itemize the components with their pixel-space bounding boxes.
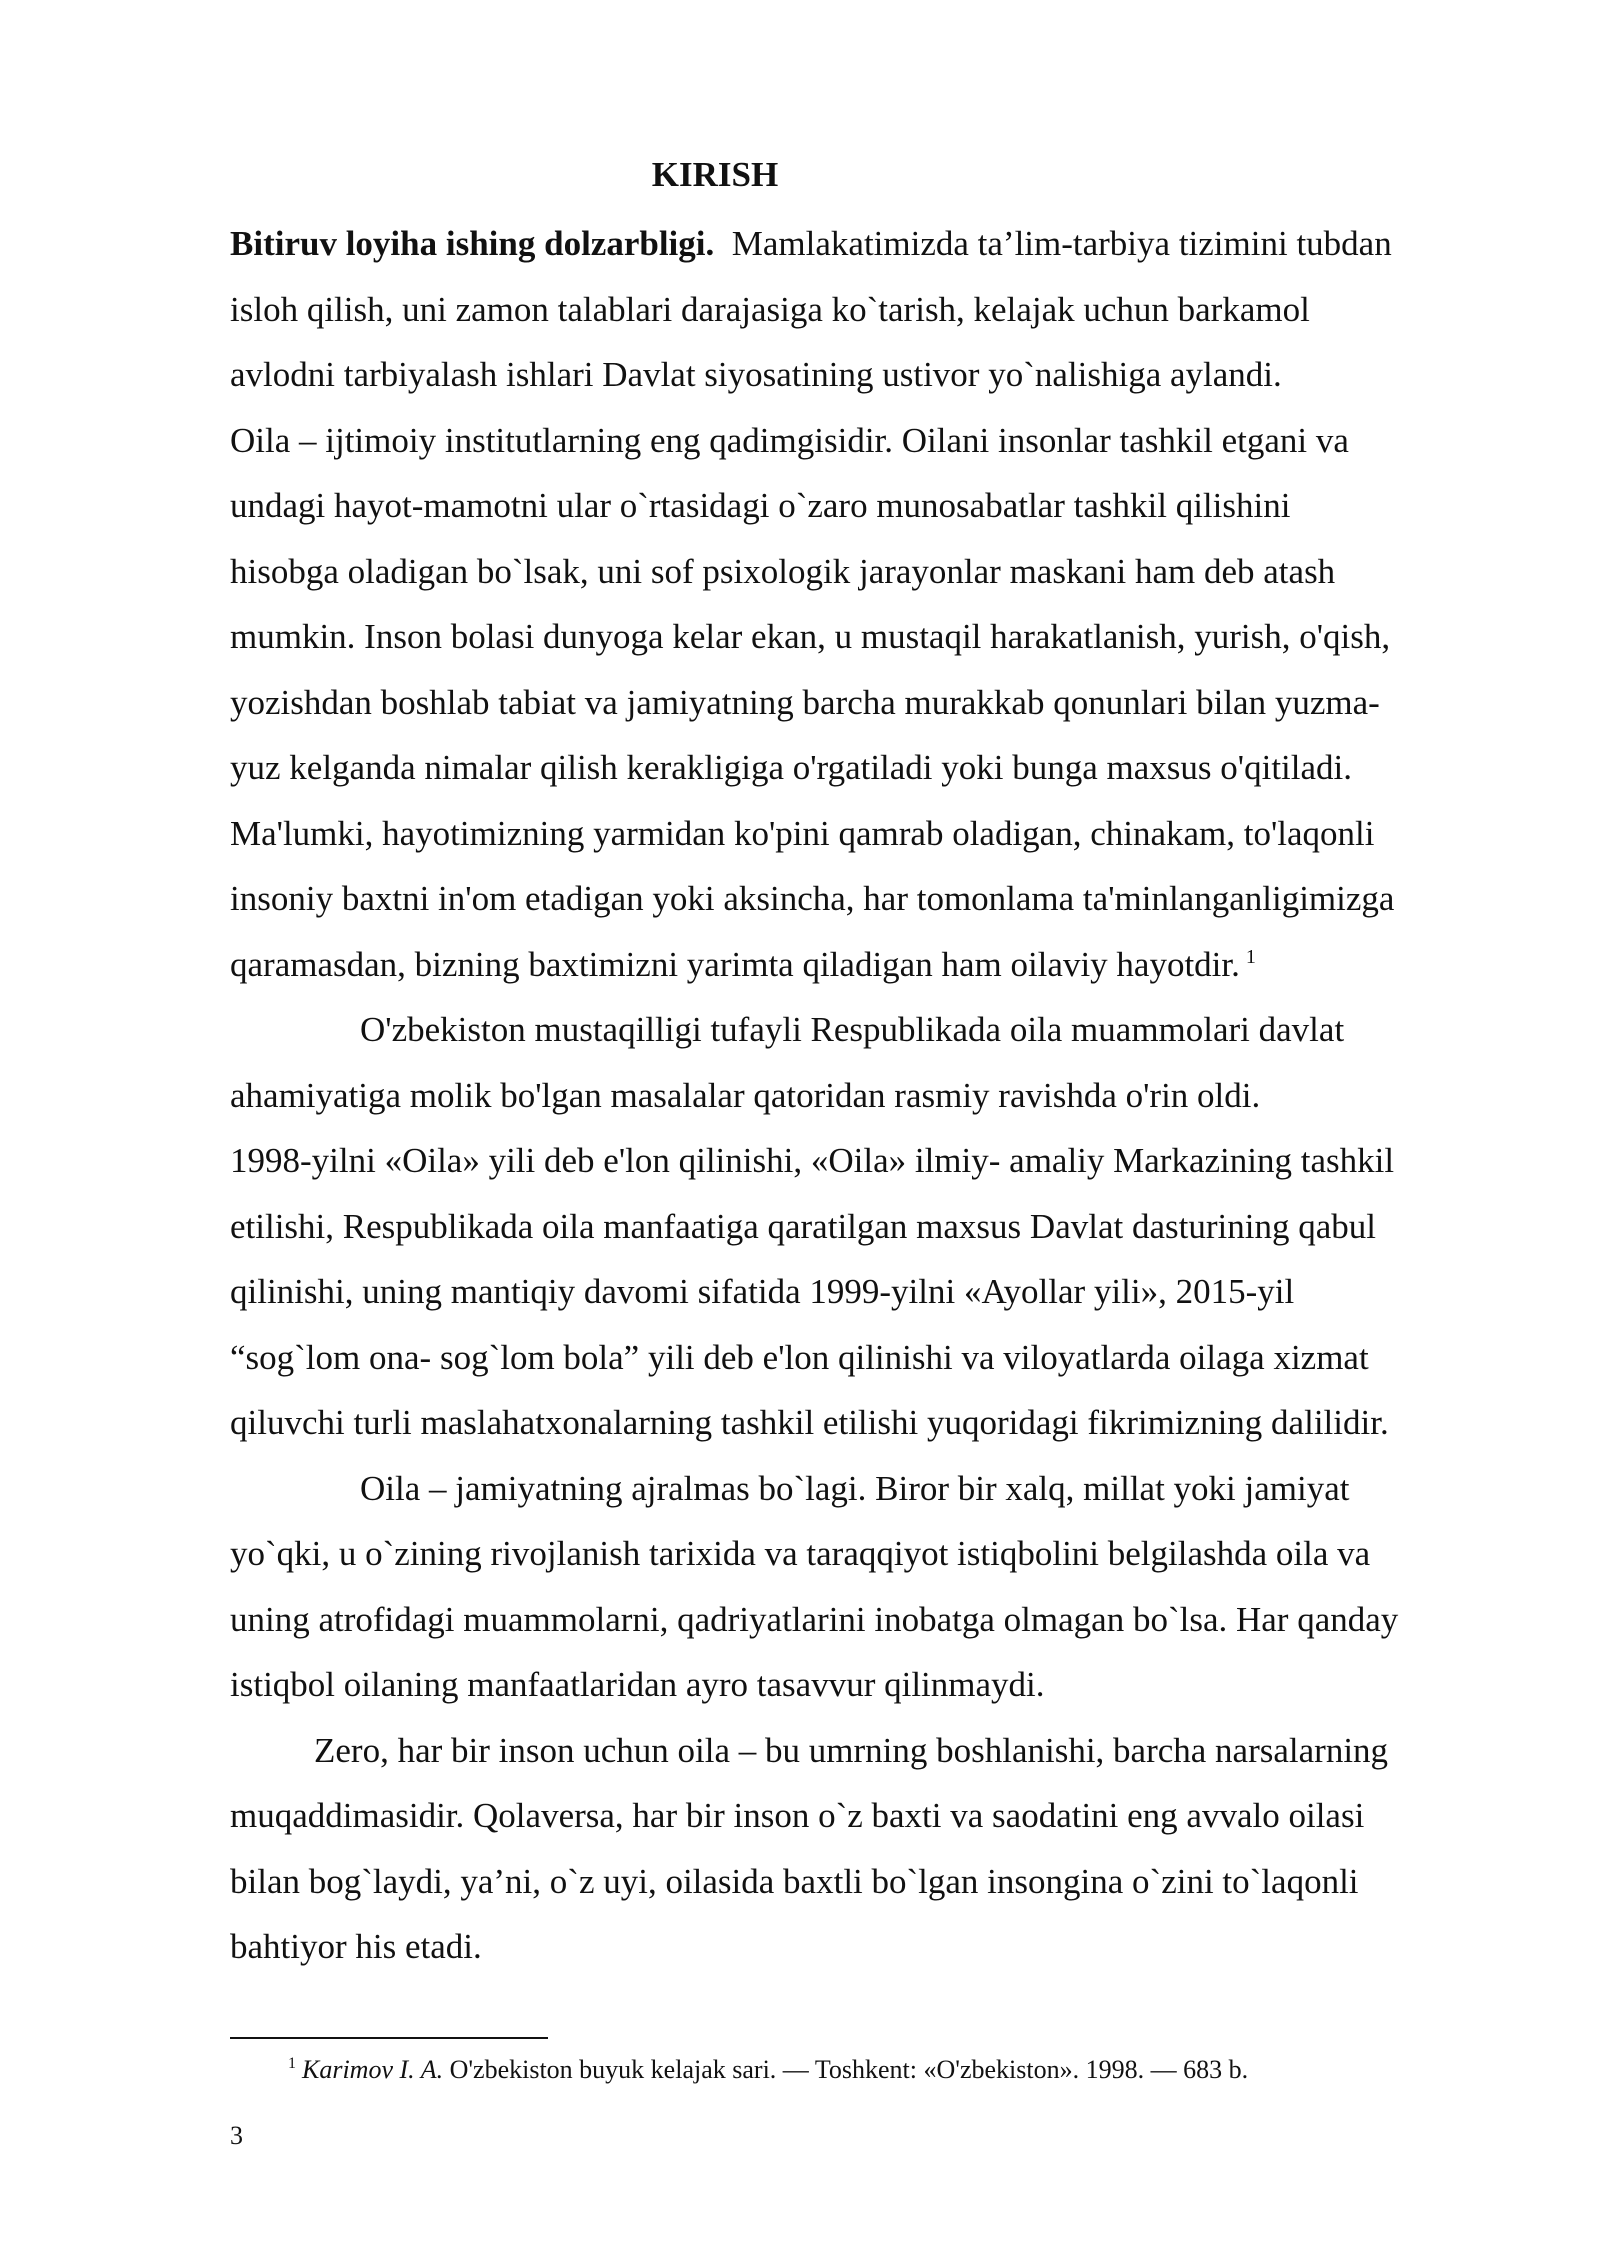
footnote-number: 1 (288, 2055, 296, 2073)
text-line: etilishi, Respublikada oila manfaatiga qaratilgan maxsus Davlat dasturining qabul (230, 1206, 1376, 1246)
text-line: 1998-yilni «Oila» yili deb e'lon qilinishi, «Oila» ilmiy- amaliy Markazining tashkil (230, 1141, 1395, 1180)
footnote-reference[interactable]: 1 (1245, 945, 1256, 968)
text-line: qiluvchi turli maslahatxonalarning tashkil etilishi yuqoridagi fikrimizning dalilidir. (230, 1403, 1389, 1442)
text-line: yuz kelganda nimalar qilish kerakligiga o'rgatiladi yoki bunga maxsus o'qitiladi. (230, 748, 1352, 787)
text-line: qilinishi, uning mantiqiy davomi sifatida 1999-yilni «Ayollar yili», 2015-yil (230, 1272, 1295, 1311)
text-line: avlodni tarbiyalash ishlari Davlat siyosatining ustivor yo`nalishiga aylandi. (230, 355, 1282, 394)
text-line: mumkin. Inson bolasi dunyoga kelar ekan, u mustaqil harakatlanish, yurish, o'qish, (230, 617, 1391, 656)
page-heading: KIRISH (651, 155, 779, 194)
footnote-author: Karimov I. A. (302, 2055, 444, 2084)
text-line: muqaddimasidir. Qolaversa, har bir inson o`z baxti va saodatini eng avvalo oilasi (230, 1796, 1365, 1835)
footnote-text: O'zbekiston buyuk kelajak sari. — Toshkent: «O'zbekiston». 1998. — 683 b. (449, 2055, 1249, 2084)
text-line: yo`qki, u o`zining rivojlanish tarixida va taraqqiyot istiqbolini belgilashda oila va (230, 1534, 1371, 1573)
text-line: “sog`lom ona- sog`lom bola” yili deb e'lon qilinishi va viloyatlarda oilaga xizmat (230, 1337, 1369, 1377)
text-line: Ma'lumki, hayotimizning yarmidan ko'pini qamrab oladigan, chinakam, to'laqonli (230, 813, 1375, 853)
body-text (230, 211, 1515, 1980)
text-line: Oila – jamiyatning ajralmas bo`lagi. Biror bir xalq, millat yoki jamiyat (360, 1468, 1350, 1508)
text-line: insoniy baxtni in'om etadigan yoki aksincha, har tomonlama ta'minlanganligimizga (230, 879, 1395, 918)
text-line: bilan bog`laydi, ya’ni, o`z uyi, oilasida baxtli bo`lgan insongina o`zini to`laqonli (230, 1861, 1359, 1901)
text-line: Bitiruv loyiha ishing dolzarbligi. Mamlakatimizda ta’lim-tarbiya tizimini tubdan (230, 224, 1392, 263)
text-line: undagi hayot-mamotni ular o`rtasidagi o`zaro munosabatlar tashkil qilishini (230, 486, 1291, 525)
text-line: istiqbol oilaning manfaatlaridan ayro tasavvur qilinmaydi. (230, 1665, 1045, 1704)
footnote-divider (230, 2037, 548, 2039)
text-line: hisobga oladigan bo`lsak, uni sof psixologik jarayonlar maskani ham deb atash (230, 551, 1336, 591)
section-lead-title: Bitiruv loyiha ishing dolzarbligi. (230, 224, 715, 263)
text-line: ahamiyatiga molik bo'lgan masalalar qatoridan rasmiy ravishda o'rin oldi. (230, 1075, 1261, 1115)
footnote (288, 2052, 1248, 2088)
text-line: bahtiyor his etadi. (230, 1927, 482, 1966)
text-line: uning atrofidagi muammolarni, qadriyatlarini inobatga olmagan bo`lsa. Har qanday (230, 1599, 1399, 1639)
text-line: qaramasdan, bizning baxtimizni yarimta qiladigan ham oilaviy hayotdir. $^1$ (230, 944, 1256, 984)
text-line: yozishdan boshlab tabiat va jamiyatning barcha murakkab qonunlari bilan yuzma- (230, 682, 1380, 722)
text-line: isloh qilish, uni zamon talablari darajasiga ko`tarish, kelajak uchun barkamol (230, 289, 1310, 329)
text-line: Zero, har bir inson uchun oila – bu umrning boshlanishi, barcha narsalarning (314, 1730, 1389, 1770)
text-line: O'zbekiston mustaqilligi tufayli Respublikada oila muammolari davlat (360, 1010, 1345, 1049)
text-line: Oila – ijtimoiy institutlarning eng qadimgisidir. Oilani insonlar tashkil etgani va (230, 420, 1349, 460)
page-number: 3 (230, 2121, 243, 2150)
